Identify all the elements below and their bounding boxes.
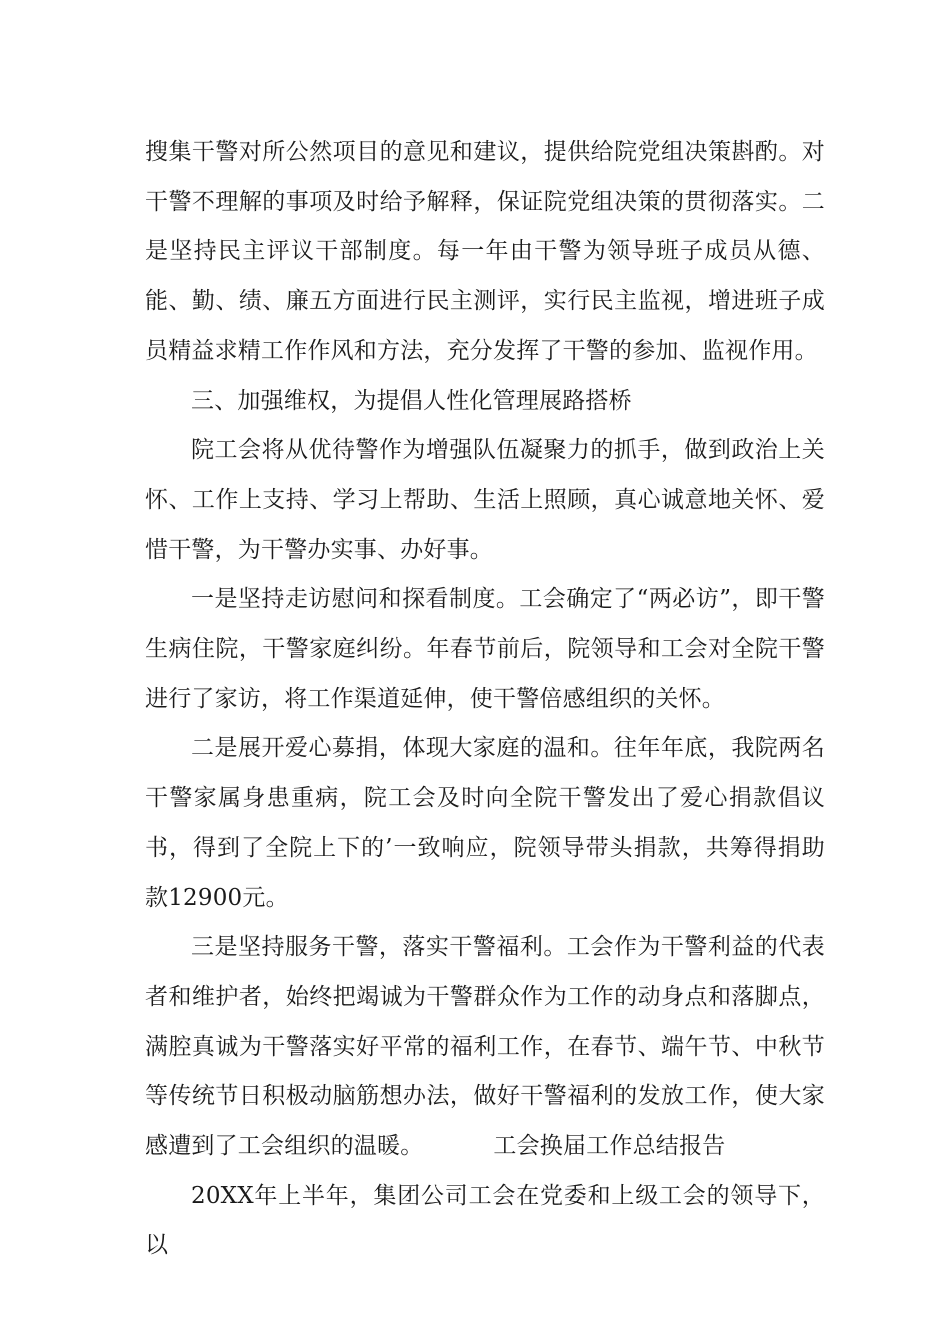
section-heading-3-text: 三、加强维权，为提倡人性化管理展路搭桥	[191, 387, 632, 414]
paragraph-1-text: 搜集干警对所公然项目的意见和建议，提供给院党组决策斟酌。对干警不理解的事项及时给予解释，保证院党组决策的贯彻落实。二是坚持民主评议干部制度。每一年由干警为领导班子成员从德、能、勤、绩、廉五方面进行民主测评，实行民主监视，增进班子成员精益求精工作作风和方法，充分发挥了干警的参加、监视作用。	[145, 139, 825, 364]
section-heading-3	[145, 377, 825, 427]
next-article-title: 工会换届工作总结报告	[493, 1133, 726, 1160]
paragraph-6	[145, 1172, 825, 1271]
paragraph-5	[145, 923, 825, 1172]
paragraph-4	[145, 724, 825, 923]
paragraph-2	[145, 426, 825, 575]
paragraph-1	[145, 128, 825, 377]
paragraph-6-text: 20XX年上半年，集团公司工会在党委和上级工会的领导下，以	[145, 1182, 825, 1259]
paragraph-3-text: 一是坚持走访慰问和探看制度。工会确定了“两必访”，即干警生病住院，干警家庭纠纷。年春节前后，院领导和工会对全院干警进行了家访，将工作渠道延伸，使干警倍感组织的关怀。	[145, 586, 825, 712]
paragraph-4-text: 二是展开爱心募捐，体现大家庭的温和。往年年底，我院两名干警家属身患重病，院工会及时向全院干警发出了爱心捐款倡议书，得到了全院上下的’一致响应，院领导带头捐款，共筹得捐助款12900元。	[145, 735, 825, 911]
paragraph-5-text: 三是坚持服务干警，落实干警福利。工会作为干警利益的代表者和维护者，始终把竭诚为干警群众作为工作的动身点和落脚点，满腔真诚为干警落实好平常的福利工作，在春节、端午节、中秋节等传统节日积极动脑筋想办法，做好干警福利的发放工作，使大家感遭到了工会组织的温暖。	[145, 934, 825, 1160]
paragraph-2-text: 院工会将从优待警作为增强队伍凝聚力的抓手，做到政治上关怀、工作上支持、学习上帮助、生活上照顾，真心诚意地关怀、爱惜干警，为干警办实事、办好事。	[145, 437, 825, 563]
paragraph-3	[145, 575, 825, 724]
document-body	[145, 128, 825, 1271]
